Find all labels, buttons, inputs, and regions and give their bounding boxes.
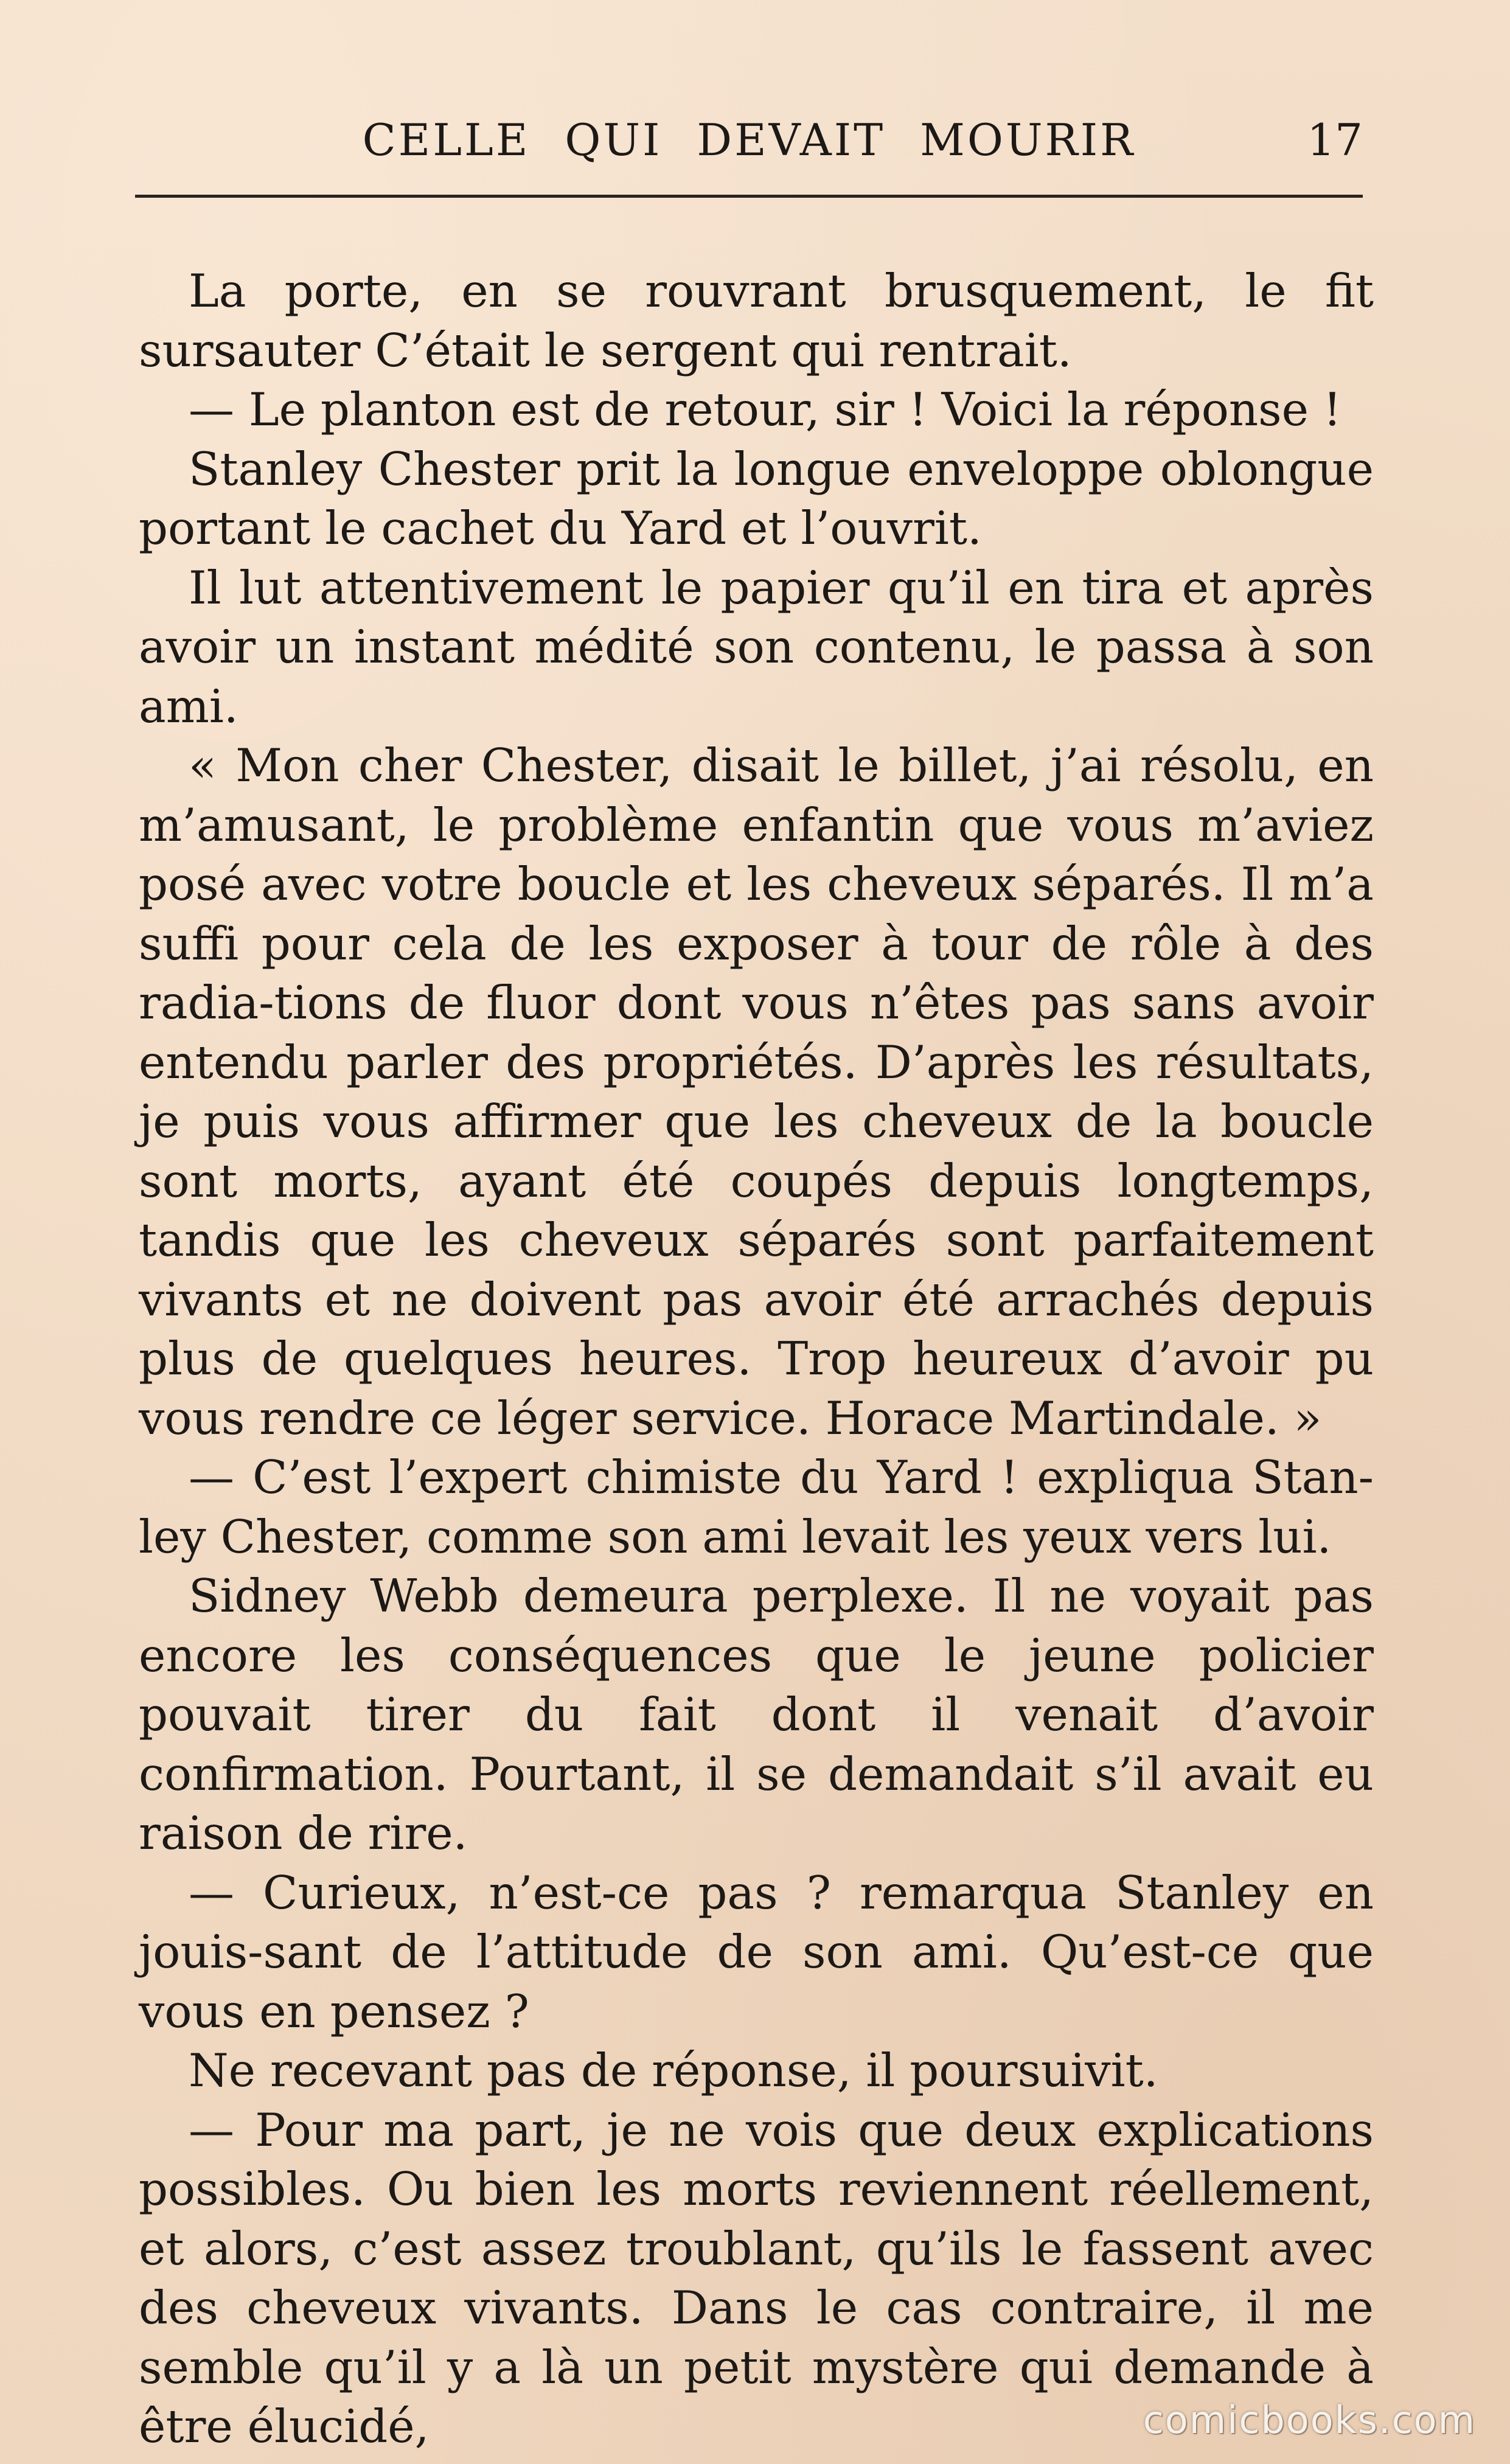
paragraph: — Curieux, n’est-ce pas ? remarqua Stanley en jouis-sant de l’attitude de son ami. Qu’est-ce que vous en pensez ? [139, 1865, 1374, 2038]
paragraph: « Mon cher Chester, disait le billet, j’ai résolu, en m’amusant, le problème enfantin que vous m’aviez posé avec votre boucle et les cheveux séparés. Il m’a suffi pour cela de les exposer à tour de rôle à des radia-tions de fluor dont vous n’êtes pas sans avoir entendu parler des propriétés. D’après les résultats, je puis vous affirmer que les cheveux de la boucle sont morts, ayant été coupés depuis longtemps, tandis que les cheveux séparés sont parfaitement vivants et ne doivent pas avoir été arrachés depuis plus de quelques heures. Trop heureux d’avoir pu vous rendre ce léger service. Horace Martindale. » [139, 739, 1374, 1445]
paragraph: Stanley Chester prit la longue enveloppe oblongue portant le cachet du Yard et l’ouvrit. [139, 442, 1374, 555]
header-rule [135, 195, 1363, 198]
paragraph: — Le planton est de retour, sir ! Voici la réponse ! [189, 383, 1342, 436]
running-header [135, 103, 1363, 183]
running-title: CELLE QUI DEVAIT MOURIR [362, 114, 1136, 165]
paragraph: La porte, en se rouvrant brusquement, le fit sursauter C’était le sergent qui rentrait. [139, 264, 1374, 377]
body-text [139, 262, 1374, 2457]
paragraph: — C’est l’expert chimiste du Yard ! expliqua Stan-ley Chester, comme son ami levait les yeux vers lui. [139, 1450, 1374, 1564]
paragraph: — Pour ma part, je ne vois que deux explications possibles. Ou bien les morts reviennent réellement, et alors, c’est assez troublant, qu’ils le fassent avec des cheveux vivants. Dans le cas contraire, il me semble qu’il y a là un petit mystère qui demande à être élucidé, [139, 2103, 1374, 2453]
watermark: comicbooks.com [1143, 2398, 1476, 2442]
paragraph: Il lut attentivement le papier qu’il en tira et après avoir un instant médité son contenu, le passa à son ami. [139, 560, 1374, 733]
paragraph: Sidney Webb demeura perplexe. Il ne voyait pas encore les conséquences que le jeune policier pouvait tirer du fait dont il venait d’avoir confirmation. Pourtant, il se demandait s’il avait eu raison de rire. [139, 1569, 1374, 1860]
paragraph: Ne recevant pas de réponse, il poursuivit. [189, 2044, 1158, 2097]
page-number: 17 [1307, 114, 1363, 165]
